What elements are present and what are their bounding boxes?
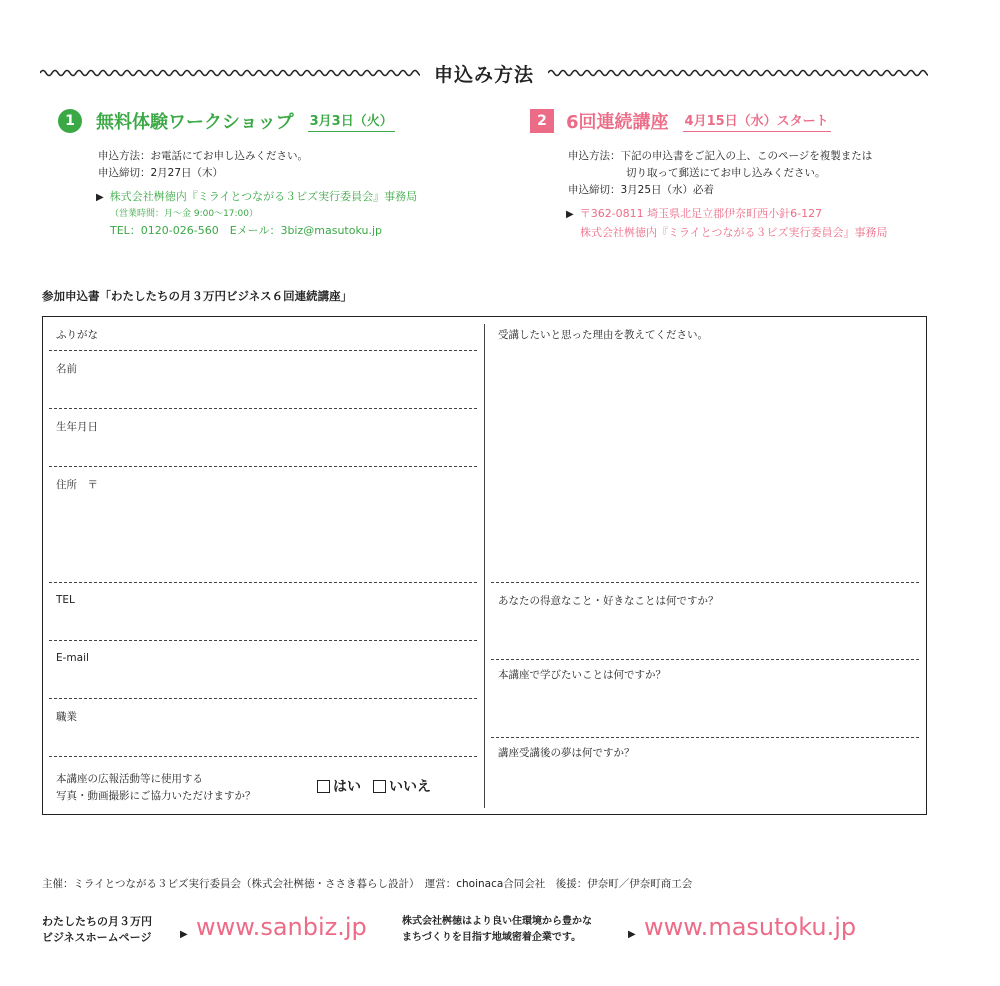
course-workshop bbox=[58, 106, 498, 237]
apply-deadline: 申込締切：2月27日（木） bbox=[98, 167, 224, 179]
email-label: E-mail bbox=[56, 652, 89, 664]
mail-address: 〒362-0811 埼玉県北足立郡伊奈町西小針6-127 bbox=[579, 207, 823, 220]
apply-method: 申込方法：下記の申込書をご記入の上、このページを複製または bbox=[568, 150, 873, 162]
triangle-right-icon: ▶ bbox=[96, 192, 104, 203]
name-field[interactable] bbox=[49, 408, 477, 409]
caption-line: ビジネスホームページ bbox=[42, 931, 152, 944]
consent-options bbox=[317, 776, 443, 796]
sanbiz-link[interactable]: www.sanbiz.jp bbox=[196, 913, 367, 941]
strength-question: あなたの得意なこと・好きなことは何ですか？ bbox=[498, 595, 719, 607]
apply-method: 申込方法：お電話にてお申し込みください。 bbox=[98, 150, 308, 162]
course-info bbox=[568, 148, 872, 199]
consent-question bbox=[56, 771, 256, 805]
course-number-badge: 2 bbox=[530, 109, 554, 133]
tel-email: TEL：0120-026-560 Eメール：3biz@masutoku.jp bbox=[110, 224, 383, 237]
application-form bbox=[42, 316, 927, 815]
sponsors-text: 主催：ミライとつながる３ビズ実行委員会（株式会社桝徳・ささき暮らし設計） 運営：choinaca合同会社 後援：伊奈町／伊奈町商工会 bbox=[42, 878, 693, 890]
dream-question: 講座受講後の夢は何ですか？ bbox=[498, 747, 635, 759]
learn-question: 本講座で学びたいことは何ですか？ bbox=[498, 669, 666, 681]
wave-divider-right bbox=[548, 66, 928, 80]
birthdate-label: 生年月日 bbox=[56, 421, 98, 433]
course-header bbox=[58, 106, 498, 136]
apply-deadline: 申込締切：3月25日（水）必着 bbox=[568, 184, 715, 196]
contact-info bbox=[566, 205, 887, 242]
address-field[interactable] bbox=[49, 582, 477, 583]
no-label: いいえ bbox=[389, 779, 431, 795]
business-hours: （営業時間：月～金 9:00～17:00） bbox=[110, 209, 259, 219]
course-header bbox=[530, 106, 970, 136]
caption-line: まちづくりを目指す地域密着企業です。 bbox=[402, 932, 582, 943]
course-name: 無料体験ワークショップ bbox=[96, 112, 294, 133]
caption-line: わたしたちの月３万円 bbox=[42, 915, 152, 928]
contact-info bbox=[96, 188, 417, 240]
course-date: 3月3日（火） bbox=[308, 110, 395, 132]
form-title: 参加申込書「わたしたちの月３万円ビジネス６回連続講座」 bbox=[42, 289, 353, 303]
tel-label: TEL bbox=[56, 594, 75, 606]
triangle-right-icon: ▶ bbox=[180, 929, 188, 940]
consent-line: 本講座の広報活動等に使用する bbox=[56, 773, 203, 785]
checkbox-yes[interactable] bbox=[317, 780, 330, 793]
reason-question: 受講したいと思った理由を教えてください。 bbox=[498, 329, 708, 341]
tel-field[interactable] bbox=[49, 640, 477, 641]
page-title: 申込み方法 bbox=[433, 64, 534, 86]
email-field[interactable] bbox=[49, 698, 477, 699]
furigana-field[interactable] bbox=[49, 350, 477, 351]
occupation-label: 職業 bbox=[56, 711, 77, 723]
yes-label: はい bbox=[333, 779, 361, 795]
checkbox-no[interactable] bbox=[373, 780, 386, 793]
triangle-right-icon: ▶ bbox=[628, 929, 636, 940]
course-name: 6回連続講座 bbox=[566, 112, 669, 133]
birthdate-field[interactable] bbox=[49, 466, 477, 467]
office-name: 株式会社桝徳内『ミライとつながる３ビズ実行委員会』事務局 bbox=[580, 226, 888, 239]
course-date: 4月15日（水）スタート bbox=[683, 110, 831, 132]
company-caption bbox=[402, 914, 592, 946]
office-name: 株式会社桝徳内『ミライとつながる３ビズ実行委員会』事務局 bbox=[109, 190, 418, 203]
name-label: 名前 bbox=[56, 363, 77, 375]
strength-field[interactable] bbox=[491, 659, 919, 660]
address-label: 住所 〒 bbox=[56, 479, 98, 491]
course-info bbox=[98, 148, 308, 182]
furigana-label: ふりがな bbox=[56, 329, 98, 341]
apply-method-cont: 切り取って郵送にてお申し込みください。 bbox=[626, 167, 826, 179]
occupation-field[interactable] bbox=[49, 756, 477, 757]
consent-yes[interactable] bbox=[317, 776, 361, 796]
course-number-badge: 1 bbox=[58, 109, 82, 133]
reason-field[interactable] bbox=[491, 582, 919, 583]
caption-line: 株式会社桝徳はより良い住環境から豊かな bbox=[402, 916, 592, 927]
homepage-caption bbox=[42, 914, 152, 946]
consent-line: 写真・動画撮影にご協力いただけますか？ bbox=[56, 790, 256, 802]
column-divider bbox=[484, 324, 485, 808]
masutoku-link[interactable]: www.masutoku.jp bbox=[644, 913, 857, 941]
section-heading bbox=[40, 58, 928, 90]
course-series bbox=[530, 106, 970, 239]
learn-field[interactable] bbox=[491, 737, 919, 738]
triangle-right-icon: ▶ bbox=[566, 209, 574, 220]
consent-no[interactable] bbox=[373, 776, 431, 796]
